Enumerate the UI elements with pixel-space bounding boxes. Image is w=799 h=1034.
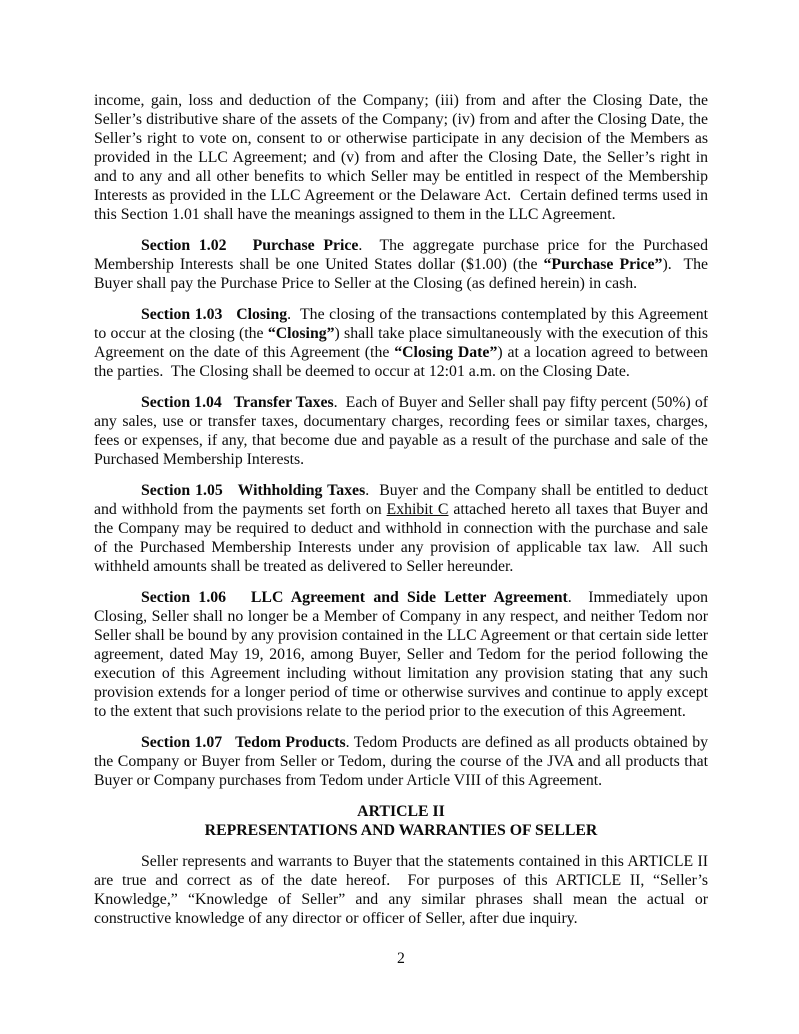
- text-run: . Each of Buyer and Seller shall pay fifty percent (50%) of any sales, use or transfer taxes, documentary charges, recording fees or similar taxes, charges, fees or expenses, if any, that become due and payable as a result of the purchase and sale of the Purchased Membership Interests.: [94, 394, 708, 468]
- text-run: “Purchase Price”: [543, 256, 663, 273]
- paragraph-section-1-06-llc-agreement-side-letter: [94, 588, 708, 721]
- article-ii-title: REPRESENTATIONS AND WARRANTIES OF SELLER: [204, 822, 598, 839]
- paragraph-section-1-04-transfer-taxes: [94, 393, 708, 469]
- text-run: Section 1.07 Tedom Products: [141, 734, 346, 751]
- page-content: [94, 91, 708, 940]
- text-run: Section 1.02 Purchase Price: [141, 237, 359, 254]
- text-run: . The closing of the transactions contemplated by this Agreement to occur at the closing (the: [94, 306, 709, 342]
- text-run: income, gain, loss and deduction of the Company; (iii) from and after the Closing Date, the Seller’s distributive share of the assets of the Company; (iv) from and after the Closing Date, the Seller’s right to vote on, consent to or otherwise participate in any decision of the Members as provided in the LLC Agreement; and (v) from and after the Closing Date, the Seller’s right in and to any and all other benefits to which Seller may be entitled in respect of the Membership Interests as provided in the LLC Agreement or the Delaware Act. Certain defined terms used in this Section 1.01 shall have the meanings assigned to them in the LLC Agreement.: [94, 92, 708, 223]
- text-run: . Tedom Products are defined as all products obtained by the Company or Buyer from Seller or Tedom, during the course of the JVA and all products that Buyer or Company purchases from Tedom under Article VIII of this Agreement.: [94, 734, 708, 789]
- text-run: ) shall take place simultaneously with the execution of this Agreement on the date of this Agreement (the: [94, 325, 709, 361]
- article-ii-heading: [94, 802, 708, 840]
- text-run: . Immediately upon Closing, Seller shall no longer be a Member of Company in any respect, and neither Tedom nor Seller shall be bound by any provision contained in the LLC Agreement or that certain side letter agreement, dated May 19, 2016, among Buyer, Seller and Tedom for the period following the execution of this Agreement including without limitation any provision stating that any such provision extends for a longer period of time or otherwise survives and continue to apply except to the extent that such provisions relate to the period prior to the execution of this Agreement.: [94, 589, 708, 720]
- text-run: Seller represents and warrants to Buyer that the statements contained in this ARTICLE II are true and correct as of the date hereof. For purposes of this ARTICLE II, “Seller’s Knowledge,” “Knowledge of Seller” and any similar phrases shall mean the actual or constructive knowledge of any director or officer of Seller, after due inquiry.: [94, 853, 708, 927]
- paragraph-article-ii-intro: [94, 852, 708, 928]
- paragraph-section-1-07-tedom-products: [94, 733, 708, 790]
- paragraph-section-1-02-purchase-price: [94, 236, 708, 293]
- paragraph-section-1-01-continuation: [94, 91, 708, 224]
- text-run: “Closing”: [267, 325, 335, 342]
- text-run: Section 1.04 Transfer Taxes: [141, 394, 334, 411]
- page-number: 2: [397, 950, 405, 967]
- text-run: . The aggregate purchase price for the Purchased Membership Interests shall be one United States dollar ($1.00) (the: [94, 237, 709, 273]
- text-run: ) at a location agreed to between the parties. The Closing shall be deemed to occur at 12:01 a.m. on the Closing Date.: [94, 344, 708, 380]
- text-run: Section 1.05 Withholding Taxes: [141, 482, 366, 499]
- text-run: attached hereto all taxes that Buyer and the Company may be required to deduct and withhold in connection with the purchase and sale of the Purchased Membership Interests under any provision of applicable tax law. All such withheld amounts shall be treated as delivered to Seller hereunder.: [94, 501, 708, 575]
- text-run: ). The Buyer shall pay the Purchase Price to Seller at the Closing (as defined herein) in cash.: [94, 256, 708, 292]
- text-run: Exhibit C: [386, 501, 449, 518]
- article-ii-number: ARTICLE II: [357, 803, 445, 820]
- text-run: Section 1.03 Closing: [141, 306, 288, 323]
- paragraph-section-1-03-closing: [94, 305, 708, 381]
- text-run: Section 1.06 LLC Agreement and Side Letter Agreement: [141, 589, 568, 606]
- text-run: . Buyer and the Company shall be entitled to deduct and withhold from the payments set forth on: [94, 482, 708, 518]
- paragraph-section-1-05-withholding-taxes: [94, 481, 708, 576]
- text-run: “Closing Date”: [394, 344, 498, 361]
